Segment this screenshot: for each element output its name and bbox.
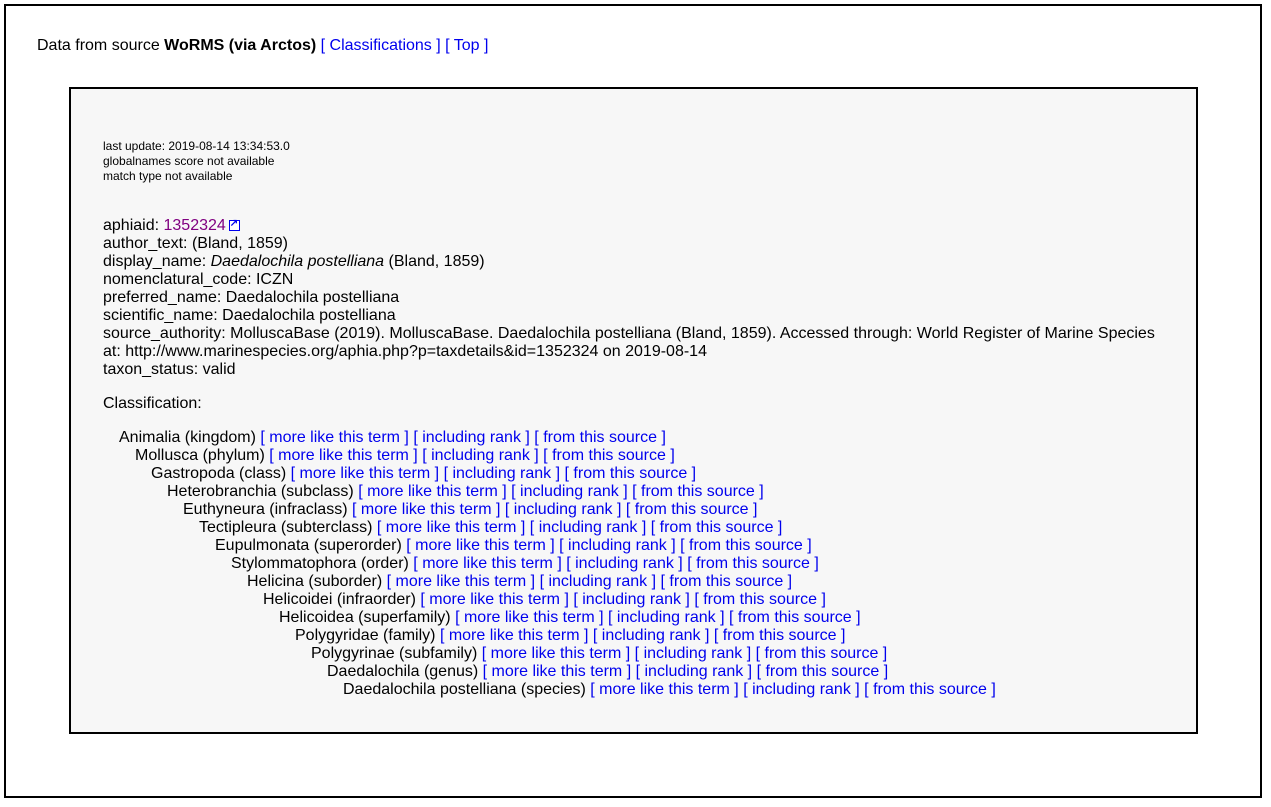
more-like-this-term-link[interactable]: [ more like this term ] [420,591,569,608]
taxon-status-row: taxon_status: valid [103,361,236,378]
classification-row [119,573,996,591]
taxon-term: Gastropoda (class) [151,465,287,482]
last-update: last update: 2019-08-14 13:34:53.0 [103,139,290,153]
classification-row [119,465,996,483]
more-like-this-term-link[interactable]: [ more like this term ] [590,681,739,698]
from-this-source-link[interactable]: [ from this source ] [864,681,996,698]
more-like-this-term-link[interactable]: [ more like this term ] [260,429,409,446]
including-rank-link[interactable]: [ including rank ] [634,645,752,662]
classifications-link[interactable]: [ Classifications ] [320,37,441,54]
from-this-source-link[interactable]: [ from this source ] [694,591,826,608]
taxon-term: Polygyrinae (subfamily) [311,645,478,662]
including-rank-link[interactable]: [ including rank ] [592,627,710,644]
more-like-this-term-link[interactable]: [ more like this term ] [482,663,632,680]
classification-row [119,681,996,699]
more-like-this-term-link[interactable]: [ more like this term ] [406,537,555,554]
source-authority-line1: source_authority: MolluscaBase (2019). MolluscaBase. Daedalochila postelliana (Bland, 1859). Accessed through: World Register of Marine Species [103,325,1155,342]
classification-row [119,645,996,663]
classification-row [119,537,996,555]
classification-row [119,555,996,573]
display-name-italic: Daedalochila postelliana [210,253,385,270]
classification-row [119,591,996,609]
taxon-term: Helicoidea (superfamily) [279,609,451,626]
including-rank-link[interactable]: [ including rank ] [422,447,539,464]
taxon-term: Stylommatophora (order) [231,555,409,572]
source-name: WoRMS (via Arctos) [164,37,317,54]
including-rank-link[interactable]: [ including rank ] [635,663,753,680]
including-rank-link[interactable]: [ including rank ] [573,591,690,608]
more-like-this-term-link[interactable]: [ more like this term ] [386,573,536,590]
taxon-term: Animalia (kingdom) [119,429,256,446]
taxon-term: Mollusca (phylum) [135,447,265,464]
record-fields [103,217,1183,379]
record-meta [103,139,290,184]
classification-row [119,519,996,537]
taxon-term: Polygyridae (family) [295,627,436,644]
including-rank-link[interactable]: [ including rank ] [413,429,530,446]
from-this-source-link[interactable]: [ from this source ] [660,573,793,590]
including-rank-link[interactable]: [ including rank ] [529,519,647,536]
including-rank-link[interactable]: [ including rank ] [566,555,683,572]
more-like-this-term-link[interactable]: [ more like this term ] [269,447,418,464]
including-rank-link[interactable]: [ including rank ] [608,609,725,626]
from-this-source-link[interactable]: [ from this source ] [564,465,697,482]
classification-row [119,429,996,447]
from-this-source-link[interactable]: [ from this source ] [728,609,861,626]
taxon-term: Daedalochila (genus) [327,663,479,680]
from-this-source-link[interactable]: [ from this source ] [756,663,889,680]
source-prefix: Data from source [37,37,160,54]
taxon-term: Euthyneura (infraclass) [183,501,348,518]
including-rank-link[interactable]: [ including rank ] [443,465,561,482]
more-like-this-term-link[interactable]: [ more like this term ] [481,645,631,662]
more-like-this-term-link[interactable]: [ more like this term ] [439,627,589,644]
scientific-name-row: scientific_name: Daedalochila postelliana [103,307,396,324]
taxon-term: Helicina (suborder) [247,573,383,590]
nomenclatural-code-row: nomenclatural_code: ICZN [103,271,294,288]
display-name-label: display_name: [103,253,207,270]
display-name-row [103,253,1183,271]
classification-row [119,627,996,645]
from-this-source-link[interactable]: [ from this source ] [755,645,888,662]
taxon-term: Helicoidei (infraorder) [263,591,416,608]
classification-row [119,447,996,465]
from-this-source-link[interactable]: [ from this source ] [534,429,666,446]
more-like-this-term-link[interactable]: [ more like this term ] [455,609,604,626]
top-link[interactable]: [ Top ] [445,37,489,54]
match-type: match type not available [103,169,233,183]
from-this-source-link[interactable]: [ from this source ] [650,519,783,536]
taxon-term: Daedalochila postelliana (species) [343,681,586,698]
from-this-source-link[interactable]: [ from this source ] [632,483,764,500]
classification-list [119,429,996,699]
including-rank-link[interactable]: [ including rank ] [539,573,657,590]
aphiaid-row [103,217,1183,235]
including-rank-link[interactable]: [ including rank ] [511,483,628,500]
aphiaid-link[interactable]: 1352324 [163,217,226,234]
more-like-this-term-link[interactable]: [ more like this term ] [413,555,562,572]
classification-row [119,483,996,501]
from-this-source-link[interactable]: [ from this source ] [680,537,812,554]
classification-row [119,609,996,627]
more-like-this-term-link[interactable]: [ more like this term ] [351,501,501,518]
globalnames-score: globalnames score not available [103,154,275,168]
classification-row [119,501,996,519]
display-name-author: (Bland, 1859) [388,253,485,270]
from-this-source-link[interactable]: [ from this source ] [713,627,846,644]
more-like-this-term-link[interactable]: [ more like this term ] [358,483,507,500]
including-rank-link[interactable]: [ including rank ] [743,681,860,698]
preferred-name-row: preferred_name: Daedalochila postelliana [103,289,400,306]
from-this-source-link[interactable]: [ from this source ] [625,501,758,518]
source-header [37,36,488,56]
aphiaid-label: aphiaid: [103,217,160,234]
from-this-source-link[interactable]: [ from this source ] [687,555,819,572]
more-like-this-term-link[interactable]: [ more like this term ] [290,465,440,482]
taxon-term: Tectipleura (subterclass) [199,519,373,536]
from-this-source-link[interactable]: [ from this source ] [543,447,675,464]
taxon-term: Heterobranchia (subclass) [167,483,354,500]
classification-row [119,663,996,681]
external-link-icon[interactable] [229,220,240,231]
more-like-this-term-link[interactable]: [ more like this term ] [376,519,526,536]
taxon-term: Eupulmonata (superorder) [215,537,402,554]
including-rank-link[interactable]: [ including rank ] [559,537,676,554]
including-rank-link[interactable]: [ including rank ] [504,501,622,518]
author-text-row: author_text: (Bland, 1859) [103,235,289,252]
classification-heading: Classification: [103,395,202,412]
source-authority-line2: at: http://www.marinespecies.org/aphia.php?p=taxdetails&id=1352324 on 2019-08-14 [103,343,707,360]
